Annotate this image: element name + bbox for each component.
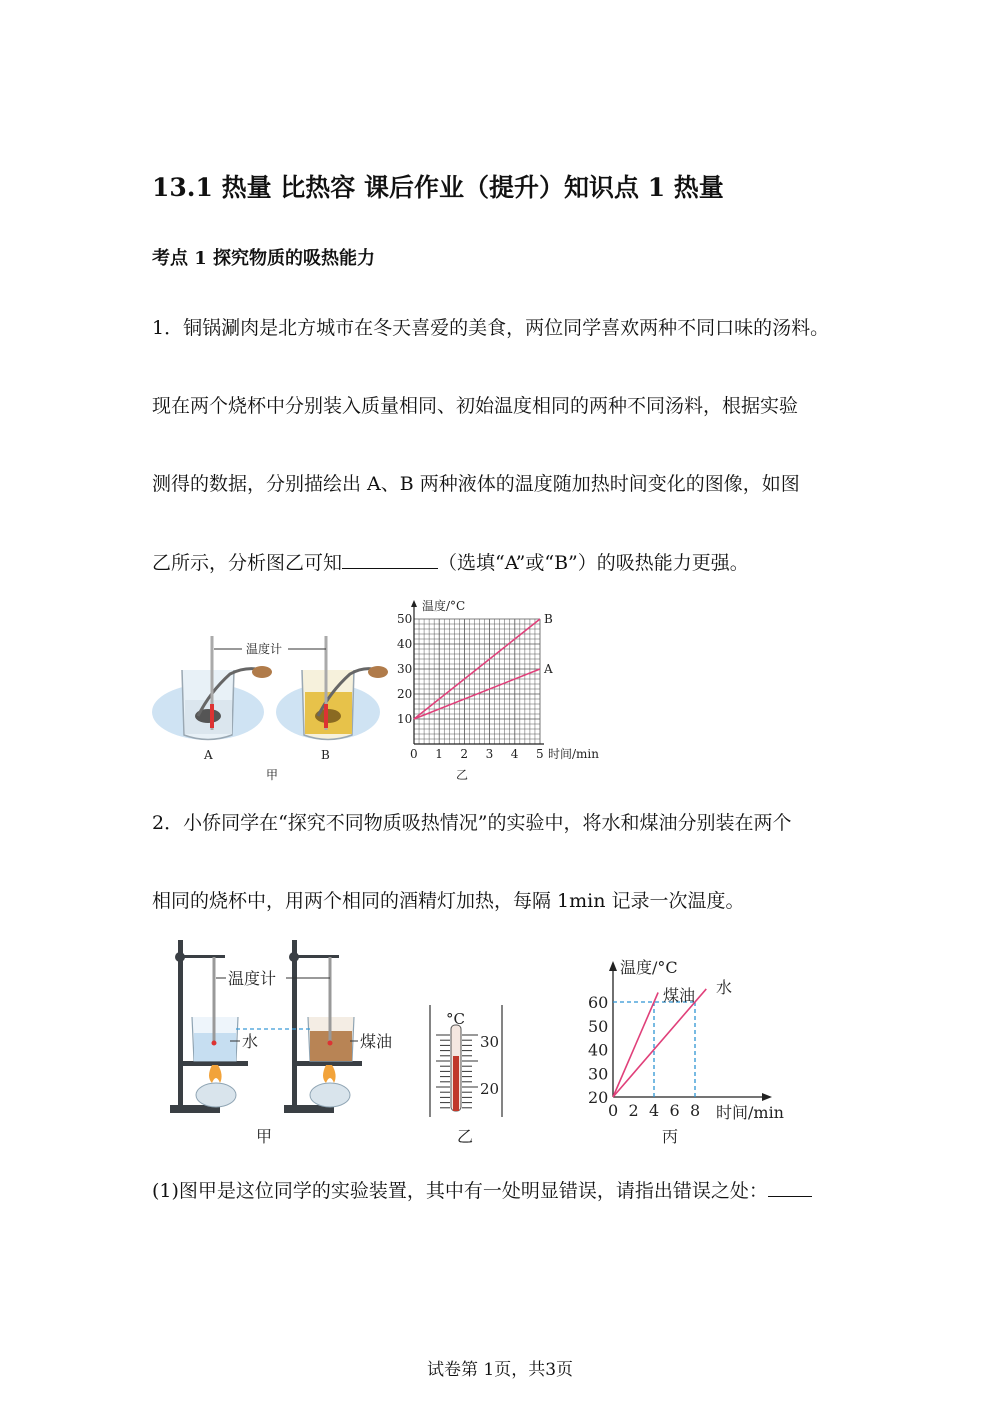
y-tick-label: 50 xyxy=(397,612,413,626)
x-axis-label: 时间/min xyxy=(716,1103,784,1122)
thermometer-tick-30: 30 xyxy=(480,1033,500,1051)
series-label-A: A xyxy=(544,662,553,676)
section-heading: 考点 1 探究物质的吸热能力 xyxy=(152,248,376,269)
thermometer-label-2: 温度计 xyxy=(228,969,277,988)
series-line-kerosene xyxy=(613,993,658,1098)
apparatus-kerosene xyxy=(284,940,362,1113)
y-tick-label: 30 xyxy=(588,1064,609,1084)
x-tick-label: 2 xyxy=(460,747,469,761)
y-tick-label: 20 xyxy=(397,687,413,701)
q1-line-4 xyxy=(152,548,749,575)
figure-1 xyxy=(150,592,620,787)
beaker-a-label: A xyxy=(204,748,213,762)
q1-answer-blank[interactable] xyxy=(342,550,438,569)
page-footer: 试卷第 1页，共3页 xyxy=(426,1360,574,1380)
y-tick-label: 60 xyxy=(588,993,609,1012)
q1-line-4-after: （选填“A”或“B”）的吸热能力更强。 xyxy=(438,552,749,574)
beaker-b-illustration xyxy=(276,636,388,740)
q1-line-2: 现在两个烧杯中分别装入质量相同、初始温度相同的两种不同汤料，根据实验 xyxy=(152,395,799,417)
y-axis-arrow xyxy=(411,600,417,607)
kerosene-label: 煤油 xyxy=(360,1032,393,1051)
temperature-chart-2 xyxy=(588,958,784,1122)
q2-line-2: 相同的烧杯中，用两个相同的酒精灯加热，每隔 1min 记录一次温度。 xyxy=(152,890,745,912)
x-tick-label: 3 xyxy=(485,747,494,761)
series-label-water: 水 xyxy=(716,978,733,997)
thermometer-label: 温度计 xyxy=(246,642,283,656)
q1-line-3: 测得的数据，分别描绘出 A、B 两种液体的温度随加热时间变化的图像，如图 xyxy=(152,473,800,495)
series-label-kerosene: 煤油 xyxy=(663,986,696,1005)
beaker-b-label: B xyxy=(321,748,330,762)
q2-sub1-text: (1)图甲是这位同学的实验装置，其中有一处明显错误，请指出错误之处： xyxy=(152,1180,768,1202)
caption-jia: 甲 xyxy=(266,768,279,782)
caption-bing: 丙 xyxy=(662,1127,679,1146)
y-tick-label: 30 xyxy=(397,662,413,676)
caption-yi-2: 乙 xyxy=(457,1127,474,1146)
apparatus-water xyxy=(170,940,248,1113)
thermometer-tick-20: 20 xyxy=(480,1080,500,1098)
x-tick-label: 0 xyxy=(608,1101,619,1120)
x-axis-arrow xyxy=(762,1093,772,1101)
q2-line-1: 2．小侨同学在“探究不同物质吸热情况”的实验中，将水和煤油分别装在两个 xyxy=(152,812,792,834)
x-tick-label: 1 xyxy=(435,747,443,761)
x-axis-label: 时间/min xyxy=(548,747,599,761)
y-tick-label: 10 xyxy=(397,712,413,726)
q2-answer-blank[interactable] xyxy=(768,1178,812,1197)
thermometer-unit: °C xyxy=(446,1010,465,1028)
y-tick-label: 40 xyxy=(588,1040,609,1060)
caption-jia-2: 甲 xyxy=(256,1127,273,1146)
y-tick-label: 40 xyxy=(397,637,413,651)
x-tick-label: 2 xyxy=(628,1101,639,1120)
x-tick-label: 0 xyxy=(410,747,418,761)
x-tick-label: 4 xyxy=(510,747,519,761)
caption-yi: 乙 xyxy=(456,768,469,782)
x-tick-label: 4 xyxy=(649,1101,660,1120)
x-tick-label: 8 xyxy=(690,1101,701,1120)
y-axis-arrow xyxy=(609,961,617,971)
thermometer-scale xyxy=(430,1005,502,1117)
series-line-water xyxy=(613,989,706,1097)
temperature-chart-1 xyxy=(397,598,599,761)
page-title: 13.1 热量 比热容 课后作业（提升）知识点 1 热量 xyxy=(152,173,724,202)
y-axis-label: 温度/°C xyxy=(422,599,466,613)
y-tick-label: 50 xyxy=(588,1016,609,1036)
q2-sub1 xyxy=(152,1176,812,1203)
y-tick-label: 20 xyxy=(588,1088,609,1107)
y-axis-label: 温度/°C xyxy=(620,958,678,977)
q1-line-1: 1．铜锅涮肉是北方城市在冬天喜爱的美食，两位同学喜欢两种不同口味的汤料。 xyxy=(152,317,830,339)
series-label-B: B xyxy=(544,612,553,626)
water-label: 水 xyxy=(242,1032,259,1051)
x-tick-label: 6 xyxy=(669,1101,680,1120)
figure-2 xyxy=(160,935,800,1150)
x-tick-label: 5 xyxy=(536,747,544,761)
q1-line-4-before: 乙所示，分析图乙可知 xyxy=(152,552,343,574)
